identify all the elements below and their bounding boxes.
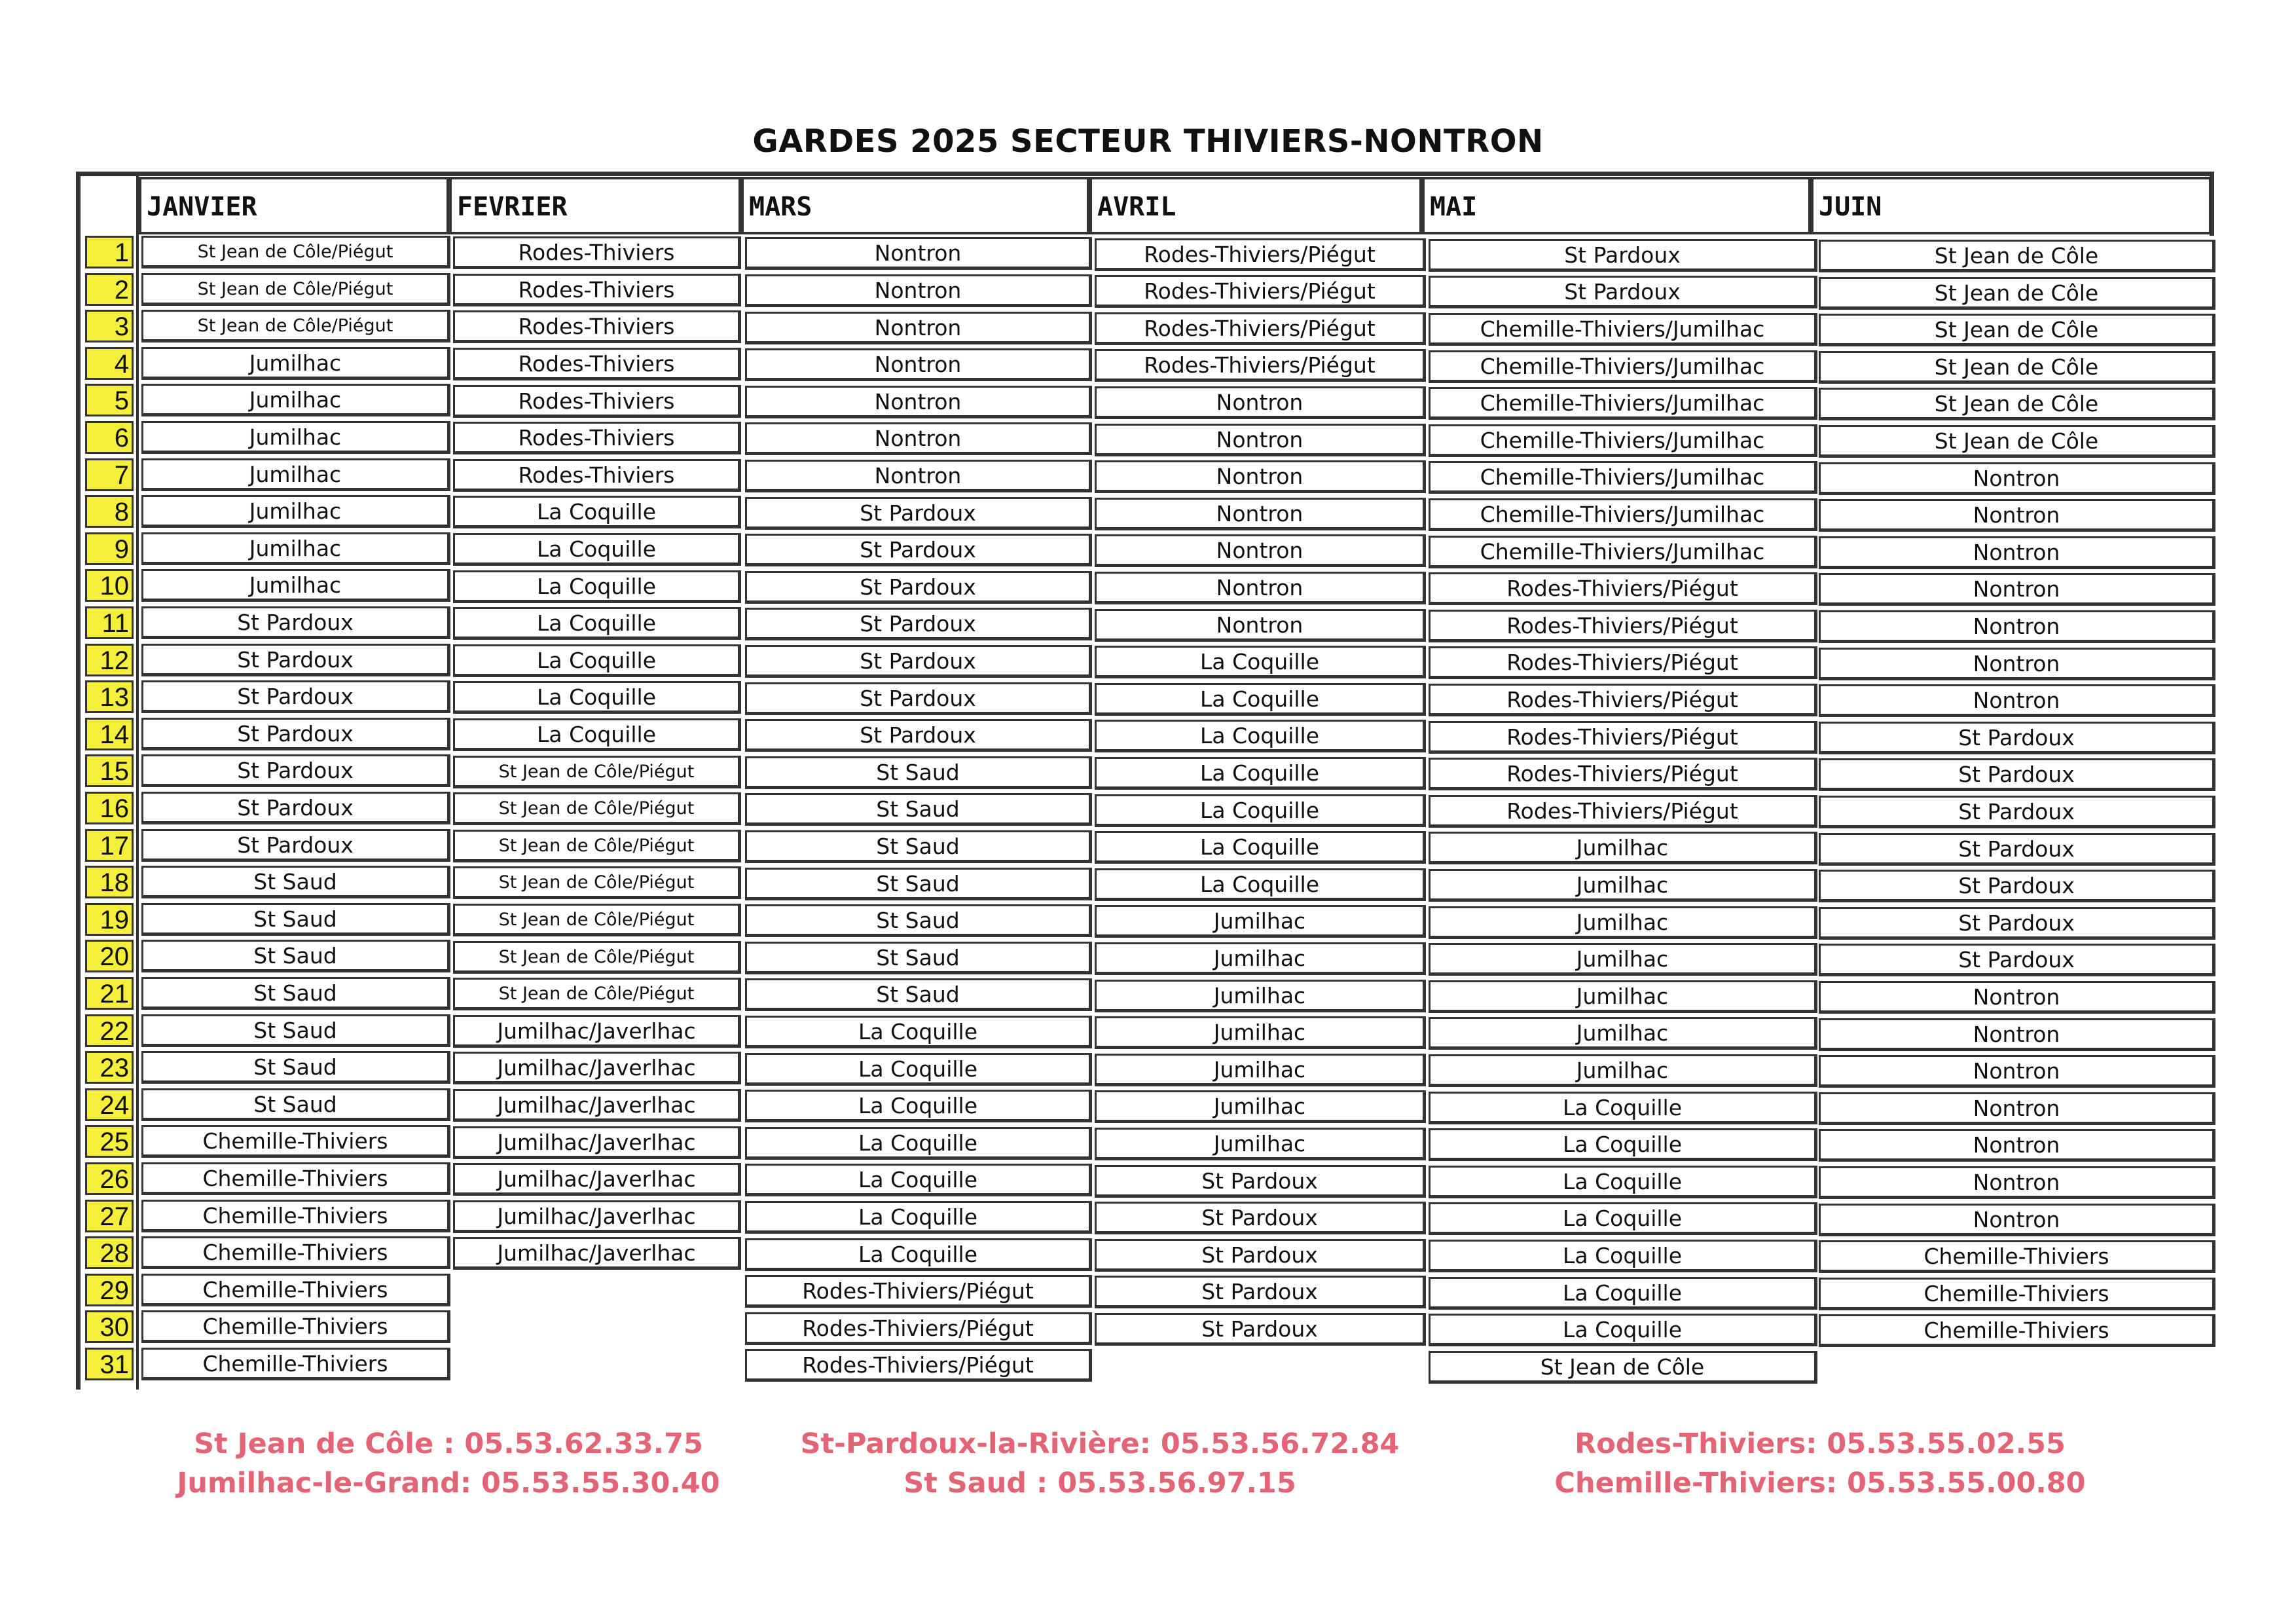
contact-st-pardoux: St-Pardoux-la-Rivière: 05.53.56.72.84 — [800, 1428, 1400, 1460]
contact-st-jean-de-cole: St Jean de Côle : 05.53.62.33.75 — [194, 1428, 703, 1460]
table-cell-fevrier: La Coquille — [453, 644, 741, 677]
table-cell-mai: Chemille-Thiviers/Jumilhac — [1429, 350, 1817, 383]
contact-chemille-thiviers: Chemille-Thiviers: 05.53.55.00.80 — [1554, 1467, 2086, 1500]
table-cell-fevrier: Jumilhac/Javerlhac — [453, 1237, 741, 1270]
table-cell-juin: Nontron — [1819, 1166, 2215, 1199]
table-cell-mai: Jumilhac — [1429, 943, 1817, 976]
table-cell-avril: Jumilhac — [1095, 1128, 1426, 1160]
table-cell-avril: Rodes-Thiviers/Piégut — [1095, 349, 1426, 382]
day-number: 24 — [85, 1088, 134, 1121]
table-cell-mai: Jumilhac — [1429, 1054, 1817, 1087]
table-cell-janvier: Jumilhac — [141, 495, 450, 528]
table-cell-mai: Jumilhac — [1429, 980, 1817, 1013]
table-cell-mars: St Saud — [745, 868, 1092, 900]
table-cell-avril: La Coquille — [1095, 831, 1426, 864]
contact-rodes-thiviers: Rodes-Thiviers: 05.53.55.02.55 — [1575, 1428, 2066, 1460]
table-cell-janvier: St Pardoux — [141, 718, 450, 750]
table-cell-mars: St Pardoux — [745, 645, 1092, 678]
table-cell-juin: St Pardoux — [1819, 722, 2215, 754]
table-cell-fevrier: Jumilhac/Javerlhac — [453, 1015, 741, 1048]
table-cell-avril: La Coquille — [1095, 646, 1426, 678]
table-cell-mars: Nontron — [745, 348, 1092, 381]
table-cell-mai: Jumilhac — [1429, 906, 1817, 939]
table-cell-janvier: St Saud — [141, 1051, 450, 1084]
table-cell-juin: Chemille-Thiviers — [1819, 1278, 2215, 1310]
table-cell-mai: La Coquille — [1429, 1314, 1817, 1346]
table-cell-avril: Jumilhac — [1095, 1090, 1426, 1123]
table-cell-janvier: St Saud — [141, 866, 450, 898]
table-cell-mars: La Coquille — [745, 1164, 1092, 1196]
table-cell-mai: Chemille-Thiviers/Jumilhac — [1429, 536, 1817, 568]
month-header-mars: MARS — [741, 177, 1089, 234]
table-cell-fevrier: Jumilhac/Javerlhac — [453, 1126, 741, 1159]
table-cell-juin: Nontron — [1819, 1129, 2215, 1162]
day-number: 3 — [85, 310, 134, 342]
table-cell-mars: La Coquille — [745, 1127, 1092, 1160]
month-header-mai: MAI — [1422, 177, 1811, 234]
table-cell-mai: La Coquille — [1429, 1277, 1817, 1310]
table-cell-janvier: St Pardoux — [141, 680, 450, 713]
table-cell-avril: Jumilhac — [1095, 980, 1426, 1012]
table-cell-avril: Rodes-Thiviers/Piégut — [1095, 312, 1426, 345]
table-cell-avril: St Pardoux — [1095, 1165, 1426, 1198]
table-cell-mars: St Saud — [745, 830, 1092, 863]
table-cell-janvier: St Pardoux — [141, 754, 450, 787]
table-cell-avril: St Pardoux — [1095, 1239, 1426, 1272]
table-cell-juin: Nontron — [1819, 1018, 2215, 1051]
table-cell-avril: Nontron — [1095, 609, 1426, 642]
day-number: 5 — [85, 384, 134, 416]
table-cell-mars: La Coquille — [745, 1201, 1092, 1234]
table-cell-juin: Nontron — [1819, 573, 2215, 606]
table-cell-fevrier: St Jean de Côle/Piégut — [453, 756, 741, 788]
table-cell-mai: Chemille-Thiviers/Jumilhac — [1429, 461, 1817, 494]
table-cell-mai: La Coquille — [1429, 1202, 1817, 1235]
table-cell-janvier: Chemille-Thiviers — [141, 1274, 450, 1306]
day-number: 31 — [85, 1348, 134, 1380]
table-cell-mars: St Saud — [745, 793, 1092, 826]
day-number: 22 — [85, 1014, 134, 1047]
table-cell-avril: Rodes-Thiviers/Piégut — [1095, 238, 1426, 271]
day-number: 21 — [85, 977, 134, 1010]
table-cell-avril: St Pardoux — [1095, 1313, 1426, 1346]
table-cell-mars: St Pardoux — [745, 608, 1092, 640]
table-cell-janvier: St Jean de Côle/Piégut — [141, 236, 450, 268]
table-cell-fevrier: St Jean de Côle/Piégut — [453, 941, 741, 974]
table-cell-janvier: St Saud — [141, 903, 450, 936]
table-cell-mars: La Coquille — [745, 1090, 1092, 1122]
table-cell-avril: La Coquille — [1095, 868, 1426, 901]
table-cell-avril: Rodes-Thiviers/Piégut — [1095, 275, 1426, 308]
table-cell-fevrier: Jumilhac/Javerlhac — [453, 1163, 741, 1196]
table-cell-fevrier: St Jean de Côle/Piégut — [453, 792, 741, 825]
day-number: 11 — [85, 606, 134, 639]
contact-jumilhac: Jumilhac-le-Grand: 05.53.55.30.40 — [177, 1467, 720, 1500]
contact-st-saud: St Saud : 05.53.56.97.15 — [903, 1467, 1296, 1500]
schedule-table — [76, 172, 2217, 1403]
day-number: 26 — [85, 1162, 134, 1195]
table-cell-fevrier: La Coquille — [453, 681, 741, 714]
day-number: 27 — [85, 1200, 134, 1232]
table-cell-janvier: Jumilhac — [141, 347, 450, 380]
table-cell-mars: Nontron — [745, 312, 1092, 344]
table-cell-mars: St Saud — [745, 942, 1092, 974]
table-cell-mars: Rodes-Thiviers/Piégut — [745, 1275, 1092, 1308]
day-number: 4 — [85, 347, 134, 380]
table-cell-avril: Jumilhac — [1095, 1016, 1426, 1049]
table-cell-janvier: Jumilhac — [141, 569, 450, 602]
table-cell-janvier: St Jean de Côle/Piégut — [141, 310, 450, 342]
table-cell-mai: Rodes-Thiviers/Piégut — [1429, 572, 1817, 605]
table-cell-juin: St Pardoux — [1819, 796, 2215, 828]
month-header-avril: AVRIL — [1089, 177, 1422, 234]
table-cell-mai: Jumilhac — [1429, 1017, 1817, 1050]
table-cell-janvier: St Pardoux — [141, 606, 450, 639]
table-cell-juin: St Pardoux — [1819, 833, 2215, 866]
day-number: 13 — [85, 680, 134, 713]
day-number: 28 — [85, 1236, 134, 1269]
table-cell-janvier: Chemille-Thiviers — [141, 1310, 450, 1343]
table-cell-janvier: Jumilhac — [141, 421, 450, 454]
table-cell-fevrier: La Coquille — [453, 496, 741, 528]
table-cell-mai: St Pardoux — [1429, 276, 1817, 308]
table-cell-juin: St Jean de Côle — [1819, 351, 2215, 384]
table-cell-mars: La Coquille — [745, 1016, 1092, 1048]
table-cell-mars: Nontron — [745, 386, 1092, 418]
table-cell-janvier: St Jean de Côle/Piégut — [141, 273, 450, 306]
table-cell-mai: Chemille-Thiviers/Jumilhac — [1429, 313, 1817, 346]
table-cell-mars: St Pardoux — [745, 571, 1092, 604]
table-cell-fevrier: Jumilhac/Javerlhac — [453, 1200, 741, 1233]
table-cell-janvier: Chemille-Thiviers — [141, 1236, 450, 1269]
table-cell-mai: La Coquille — [1429, 1092, 1817, 1124]
table-cell-fevrier: Rodes-Thiviers — [453, 422, 741, 454]
table-cell-janvier: St Pardoux — [141, 829, 450, 862]
table-cell-mars: St Pardoux — [745, 719, 1092, 752]
table-cell-juin: St Jean de Côle — [1819, 425, 2215, 458]
table-cell-janvier: Chemille-Thiviers — [141, 1162, 450, 1195]
table-cell-fevrier: La Coquille — [453, 718, 741, 751]
table-cell-mars: Nontron — [745, 460, 1092, 492]
table-cell-mars: La Coquille — [745, 1053, 1092, 1086]
table-cell-juin: St Pardoux — [1819, 907, 2215, 940]
table-cell-fevrier: St Jean de Côle/Piégut — [453, 978, 741, 1010]
table-cell-avril: St Pardoux — [1095, 1202, 1426, 1234]
table-cell-mars: Nontron — [745, 237, 1092, 270]
table-cell-fevrier: Rodes-Thiviers — [453, 310, 741, 343]
page-title: GARDES 2025 SECTEUR THIVIERS-NONTRON — [752, 123, 1544, 160]
table-cell-juin: St Pardoux — [1819, 870, 2215, 902]
table-cell-mai: St Jean de Côle — [1429, 1351, 1817, 1384]
table-cell-mai: Rodes-Thiviers/Piégut — [1429, 721, 1817, 754]
table-cell-fevrier: Rodes-Thiviers — [453, 274, 741, 306]
day-number: 25 — [85, 1125, 134, 1158]
table-cell-avril: Jumilhac — [1095, 905, 1426, 938]
table-cell-mai: Chemille-Thiviers/Jumilhac — [1429, 424, 1817, 457]
table-cell-mars: St Saud — [745, 756, 1092, 789]
table-cell-fevrier: St Jean de Côle/Piégut — [453, 866, 741, 899]
day-number: 20 — [85, 940, 134, 972]
table-cell-janvier: Jumilhac — [141, 458, 450, 491]
table-cell-janvier: Chemille-Thiviers — [141, 1125, 450, 1158]
table-cell-juin: Nontron — [1819, 1204, 2215, 1236]
table-cell-juin: St Pardoux — [1819, 758, 2215, 791]
month-header-juin: JUIN — [1811, 177, 2212, 234]
day-number: 1 — [85, 236, 134, 268]
table-cell-juin: Nontron — [1819, 610, 2215, 643]
day-number: 12 — [85, 644, 134, 676]
table-cell-avril: Nontron — [1095, 460, 1426, 493]
table-cell-avril: Nontron — [1095, 498, 1426, 530]
day-number: 9 — [85, 532, 134, 565]
table-cell-fevrier: Jumilhac/Javerlhac — [453, 1089, 741, 1122]
month-header-fevrier: FEVRIER — [449, 177, 741, 234]
day-number: 8 — [85, 495, 134, 528]
table-cell-fevrier: Rodes-Thiviers — [453, 459, 741, 492]
table-cell-fevrier: St Jean de Côle/Piégut — [453, 904, 741, 936]
table-cell-janvier: Chemille-Thiviers — [141, 1348, 450, 1380]
table-cell-janvier: St Pardoux — [141, 644, 450, 676]
day-number: 29 — [85, 1274, 134, 1306]
table-cell-avril: La Coquille — [1095, 683, 1426, 716]
table-cell-mai: Rodes-Thiviers/Piégut — [1429, 758, 1817, 790]
table-cell-mai: Chemille-Thiviers/Jumilhac — [1429, 498, 1817, 531]
day-number: 19 — [85, 903, 134, 936]
table-cell-janvier: St Saud — [141, 940, 450, 972]
day-number: 14 — [85, 718, 134, 750]
table-cell-janvier: Jumilhac — [141, 384, 450, 416]
day-number: 15 — [85, 754, 134, 787]
table-cell-avril: La Coquille — [1095, 720, 1426, 752]
table-cell-janvier: St Pardoux — [141, 792, 450, 824]
table-cell-fevrier: La Coquille — [453, 607, 741, 640]
pharmacy-contacts — [0, 1428, 2296, 1519]
table-cell-fevrier: Rodes-Thiviers — [453, 348, 741, 380]
table-cell-mars: Rodes-Thiviers/Piégut — [745, 1312, 1092, 1345]
month-header-janvier: JANVIER — [139, 177, 449, 234]
table-cell-juin: Nontron — [1819, 1092, 2215, 1125]
table-cell-juin: Nontron — [1819, 1055, 2215, 1088]
table-cell-mai: Chemille-Thiviers/Jumilhac — [1429, 387, 1817, 420]
table-cell-juin: St Jean de Côle — [1819, 314, 2215, 346]
table-cell-mars: Rodes-Thiviers/Piégut — [745, 1349, 1092, 1382]
table-cell-juin: St Jean de Côle — [1819, 240, 2215, 272]
table-cell-fevrier: La Coquille — [453, 533, 741, 566]
table-cell-mai: La Coquille — [1429, 1240, 1817, 1272]
table-cell-janvier: Jumilhac — [141, 532, 450, 565]
table-cell-mars: La Coquille — [745, 1238, 1092, 1271]
table-cell-avril: La Coquille — [1095, 757, 1426, 790]
table-cell-juin: Chemille-Thiviers — [1819, 1240, 2215, 1273]
day-number: 2 — [85, 273, 134, 306]
table-cell-mars: St Pardoux — [745, 682, 1092, 715]
day-number: 16 — [85, 792, 134, 824]
day-number: 6 — [85, 421, 134, 454]
table-cell-juin: Nontron — [1819, 536, 2215, 569]
table-cell-mai: Rodes-Thiviers/Piégut — [1429, 795, 1817, 828]
table-cell-fevrier: Jumilhac/Javerlhac — [453, 1052, 741, 1084]
table-cell-avril: Nontron — [1095, 424, 1426, 456]
day-number: 30 — [85, 1310, 134, 1343]
day-number: 23 — [85, 1051, 134, 1084]
table-cell-juin: St Jean de Côle — [1819, 388, 2215, 420]
day-number: 7 — [85, 458, 134, 491]
table-cell-avril: La Coquille — [1095, 794, 1426, 827]
table-cell-janvier: St Saud — [141, 977, 450, 1010]
table-cell-mars: Nontron — [745, 422, 1092, 455]
table-cell-juin: Nontron — [1819, 648, 2215, 680]
day-number: 10 — [85, 569, 134, 602]
table-cell-avril: Nontron — [1095, 386, 1426, 419]
table-cell-juin: Nontron — [1819, 981, 2215, 1014]
table-cell-avril: Nontron — [1095, 534, 1426, 567]
table-cell-janvier: Chemille-Thiviers — [141, 1200, 450, 1232]
table-cell-juin: St Pardoux — [1819, 944, 2215, 976]
table-cell-mai: St Pardoux — [1429, 239, 1817, 272]
table-cell-avril: St Pardoux — [1095, 1276, 1426, 1308]
table-cell-fevrier: La Coquille — [453, 570, 741, 603]
table-cell-mai: Jumilhac — [1429, 869, 1817, 902]
table-cell-mai: Rodes-Thiviers/Piégut — [1429, 684, 1817, 716]
table-cell-avril: Nontron — [1095, 572, 1426, 604]
table-cell-mai: Rodes-Thiviers/Piégut — [1429, 646, 1817, 679]
table-cell-juin: Nontron — [1819, 462, 2215, 495]
table-cell-avril: Jumilhac — [1095, 942, 1426, 975]
table-cell-juin: St Jean de Côle — [1819, 277, 2215, 310]
table-cell-mai: La Coquille — [1429, 1166, 1817, 1198]
table-cell-juin: Nontron — [1819, 684, 2215, 717]
table-cell-juin: Chemille-Thiviers — [1819, 1314, 2215, 1347]
table-cell-mars: St Pardoux — [745, 534, 1092, 566]
table-cell-mai: La Coquille — [1429, 1128, 1817, 1161]
table-cell-juin: Nontron — [1819, 499, 2215, 532]
table-cell-janvier: St Saud — [141, 1088, 450, 1121]
table-cell-mars: St Saud — [745, 904, 1092, 937]
table-cell-mars: St Pardoux — [745, 497, 1092, 530]
table-cell-avril: Jumilhac — [1095, 1054, 1426, 1086]
table-cell-fevrier: Rodes-Thiviers — [453, 236, 741, 269]
table-cell-janvier: St Saud — [141, 1014, 450, 1047]
table-cell-fevrier: Rodes-Thiviers — [453, 385, 741, 418]
table-cell-mai: Jumilhac — [1429, 832, 1817, 864]
table-cell-mars: Nontron — [745, 274, 1092, 307]
day-number: 17 — [85, 829, 134, 862]
day-number: 18 — [85, 866, 134, 898]
table-cell-mai: Rodes-Thiviers/Piégut — [1429, 610, 1817, 642]
table-cell-mars: St Saud — [745, 978, 1092, 1011]
table-cell-fevrier: St Jean de Côle/Piégut — [453, 830, 741, 862]
